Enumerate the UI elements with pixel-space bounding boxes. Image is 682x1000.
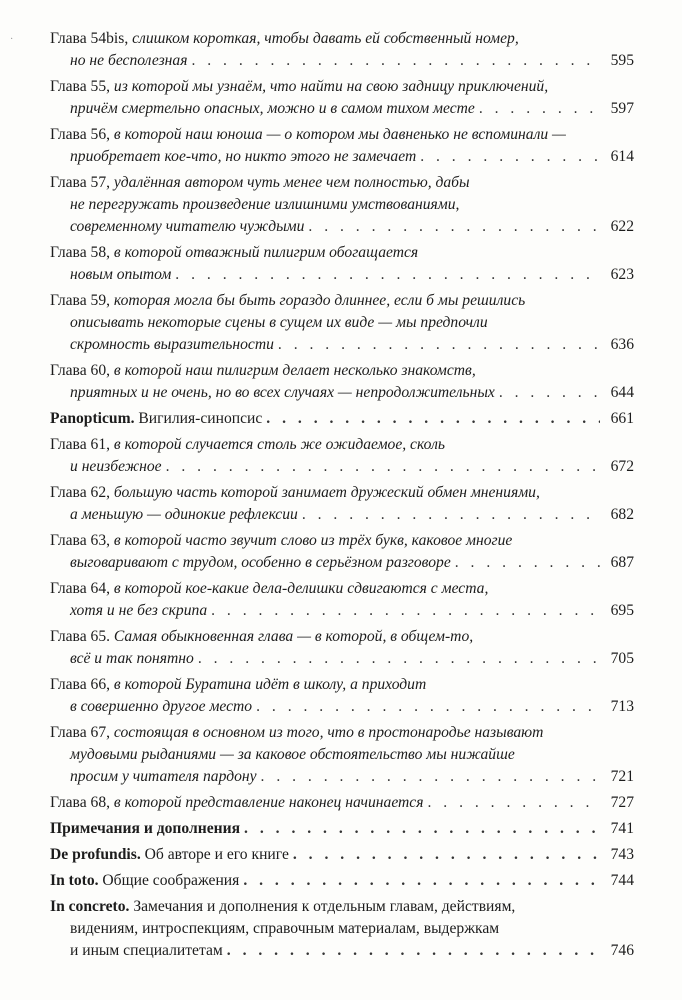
toc-line-text: [70, 920, 499, 937]
toc-entry-label: Глава 60: [50, 362, 107, 379]
toc-entry: [50, 896, 634, 962]
toc-entry-label: Глава 58: [50, 244, 107, 261]
toc-entry: [50, 290, 634, 356]
dot-leader: [427, 792, 600, 814]
page-number: 743: [610, 846, 634, 863]
toc-entry-subtitle: но не бесполезная: [70, 52, 188, 69]
toc-entry-separator: .: [130, 410, 139, 427]
toc-line: [50, 504, 634, 526]
toc-line: [50, 896, 634, 918]
toc-entry-subtitle: в которой часто звучит слово из трёх букв, каковое многие: [113, 532, 513, 549]
toc-entry-separator: .: [136, 846, 145, 863]
toc-line-text: [50, 292, 525, 309]
dot-leader: [499, 382, 600, 404]
toc-entry-separator: .: [106, 628, 114, 645]
toc-line-text: [70, 50, 187, 72]
page-number: 623: [610, 266, 634, 283]
toc-entry: [50, 360, 634, 404]
toc-entry-subtitle: выговаривают с трудом, особенно в серьёзном разговоре: [70, 554, 451, 571]
toc-entry-label: Примечания и дополнения: [50, 820, 241, 837]
toc-entry-label: Panopticum: [50, 410, 131, 427]
toc-line-text: [70, 552, 451, 574]
toc-line: [50, 382, 634, 404]
toc-entry-label: Глава 65: [50, 628, 107, 645]
page-number: 744: [610, 872, 634, 889]
toc-line-text: [70, 504, 298, 526]
toc-line: [50, 360, 634, 382]
toc-entry-subtitle: приятных и не очень, но во всех случаях — непродолжительных: [70, 384, 495, 401]
toc-entry-label: Глава 68: [50, 794, 107, 811]
toc-entry-separator: ,: [124, 30, 133, 47]
dot-leader: [166, 456, 600, 478]
toc-line: [50, 674, 634, 696]
toc-entry-subtitle: новым опытом: [70, 266, 172, 283]
toc-line: [50, 744, 634, 766]
toc-entry: [50, 578, 634, 622]
toc-line: [50, 844, 634, 866]
toc-line-text: [70, 648, 194, 670]
toc-line: [50, 722, 634, 744]
dot-leader: [243, 870, 600, 892]
toc-entry-subtitle: в которой отважный пилигрим обогащается: [113, 244, 419, 261]
toc-line: [50, 50, 634, 72]
toc-entry-subtitle: в которой наш пилигрим делает несколько знакомств,: [113, 362, 476, 379]
toc-entry-separator: ,: [106, 244, 114, 261]
page-number: 672: [610, 458, 634, 475]
toc-line-text: [70, 264, 171, 286]
toc-entry: [50, 530, 634, 574]
toc-entry-separator: ,: [106, 724, 114, 741]
toc-line-text: [50, 174, 470, 191]
toc-line-text: [70, 382, 495, 404]
toc-line: [50, 290, 634, 312]
toc-line-text: [70, 216, 304, 238]
toc-entry-label: Глава 62: [50, 484, 107, 501]
dot-leader: [266, 408, 600, 430]
toc-entry-label: Глава 66: [50, 676, 107, 693]
toc-line-text: [50, 30, 519, 47]
toc-line-text: [50, 126, 566, 143]
page-number: 705: [610, 650, 634, 667]
toc-entry: [50, 28, 634, 72]
page-number: 741: [610, 820, 634, 837]
toc-line: [50, 482, 634, 504]
dot-leader: [198, 648, 600, 670]
toc-line: [50, 408, 634, 430]
toc-entry-subtitle: современному читателю чуждыми: [70, 218, 305, 235]
toc-entry-subtitle: а меньшую — одинокие рефлексии: [70, 506, 298, 523]
toc-entry-subtitle: в которой кое-какие дела-делишки сдвигаются с места,: [113, 580, 489, 597]
dot-leader: [256, 696, 600, 718]
toc-entry-subtitle: удалённая автором чуть менее чем полностью, дабы: [113, 174, 470, 191]
toc-entry-subtitle: Об авторе и его книге: [144, 846, 289, 863]
toc-entry: [50, 626, 634, 670]
toc-line-text: [50, 436, 445, 453]
toc-line: [50, 124, 634, 146]
dot-leader: [278, 334, 600, 356]
toc-line-text: [50, 628, 473, 645]
dot-leader: [420, 146, 600, 168]
toc-entry-subtitle: в которой случается столь же ожидаемое, сколь: [113, 436, 445, 453]
toc-line: [50, 766, 634, 788]
toc-line-text: [50, 78, 548, 95]
toc-entry-subtitle: описывать некоторые сцены в сущем их виде — мы предпочли: [70, 314, 488, 331]
toc-entry: [50, 844, 634, 866]
toc-entry: [50, 870, 634, 892]
toc-entry-subtitle: приобретает кое-что, но никто этого не замечает: [70, 148, 417, 165]
toc-entry-label: In toto: [50, 872, 95, 889]
toc-entry-subtitle: состоящая в основном из того, что в простонародье называют: [113, 724, 544, 741]
dot-leader: [191, 50, 600, 72]
page-number: 595: [610, 52, 634, 69]
toc-entry-subtitle: всё и так понятно: [70, 650, 194, 667]
dot-leader: [175, 264, 600, 286]
toc-entry-separator: ,: [106, 676, 114, 693]
dot-leader: [244, 818, 600, 840]
toc-entry-subtitle: хотя и не без скрипа: [70, 602, 208, 619]
toc-line-text: [70, 600, 207, 622]
toc-entry-subtitle: мудовыми рыданиями — за каковое обстоятельство мы нижайше: [70, 746, 515, 763]
toc-entry-label: In concreto: [50, 898, 126, 915]
toc-entry-separator: .: [125, 898, 134, 915]
toc-entry-subtitle: просим у читателя пардону: [70, 768, 257, 785]
page-number: 597: [610, 100, 634, 117]
toc-line: [50, 870, 634, 892]
page-number: 721: [610, 768, 634, 785]
toc-entry-label: Глава 61: [50, 436, 107, 453]
toc-line: [50, 242, 634, 264]
toc-line: [50, 626, 634, 648]
dot-leader: [308, 216, 600, 238]
toc-line-text: [70, 746, 515, 763]
toc-line: [50, 434, 634, 456]
toc-line-text: [50, 724, 543, 741]
page-number: 614: [610, 148, 634, 165]
toc-line: [50, 530, 634, 552]
table-of-contents: [50, 28, 634, 966]
toc-line: [50, 146, 634, 168]
toc-line: [50, 792, 634, 814]
toc-line-text: [50, 844, 289, 866]
page-speck: ·: [10, 34, 14, 45]
toc-entry: [50, 722, 634, 788]
toc-entry: [50, 434, 634, 478]
toc-entry-subtitle: Общие соображения: [102, 872, 240, 889]
toc-entry-subtitle: не перегружать произведение излишними умствованиями,: [70, 196, 460, 213]
toc-entry-subtitle: слишком короткая, чтобы давать ей собственный номер,: [132, 30, 519, 47]
toc-entry: [50, 792, 634, 814]
toc-line-text: [50, 870, 239, 892]
toc-entry-subtitle: Вигилия-синопсис: [138, 410, 263, 427]
page-number: 644: [610, 384, 634, 401]
toc-entry-subtitle: скромность выразительности: [70, 336, 274, 353]
toc-line: [50, 600, 634, 622]
toc-line: [50, 940, 634, 962]
toc-entry-subtitle: из которой мы узнаём, что найти на свою задницу приключений,: [113, 78, 549, 95]
toc-line-text: [70, 696, 252, 718]
dot-leader: [293, 844, 600, 866]
toc-entry-subtitle: видениям, интроспекциям, справочным материалам, выдержкам: [70, 920, 500, 937]
toc-entry-separator: ,: [106, 126, 114, 143]
toc-line: [50, 312, 634, 334]
toc-line-text: [70, 456, 162, 478]
page-number: 661: [610, 410, 634, 427]
toc-line: [50, 818, 634, 840]
toc-entry: [50, 818, 634, 840]
toc-entry-label: Глава 56: [50, 126, 107, 143]
page-number: 636: [610, 336, 634, 353]
toc-entry-separator: ,: [106, 532, 114, 549]
toc-line: [50, 456, 634, 478]
toc-line-text: [50, 532, 512, 549]
dot-leader: [261, 766, 600, 788]
toc-line-text: [70, 940, 223, 962]
toc-entry-separator: ,: [106, 78, 114, 95]
toc-entry-subtitle: Самая обыкновенная глава — в которой, в общем-то,: [113, 628, 474, 645]
toc-line-text: [50, 898, 515, 915]
dot-leader: [227, 940, 600, 962]
page-number: 687: [610, 554, 634, 571]
toc-line: [50, 552, 634, 574]
toc-entry: [50, 242, 634, 286]
toc-line-text: [70, 196, 459, 213]
toc-line: [50, 194, 634, 216]
dot-leader: [302, 504, 600, 526]
page-number: 682: [610, 506, 634, 523]
toc-entry-label: Глава 54bis: [50, 30, 125, 47]
toc-entry-label: Глава 63: [50, 532, 107, 549]
toc-entry: [50, 124, 634, 168]
toc-line-text: [50, 362, 476, 379]
dot-leader: [479, 98, 600, 120]
toc-entry-label: Глава 64: [50, 580, 107, 597]
toc-line-text: [70, 146, 416, 168]
toc-entry-label: Глава 67: [50, 724, 107, 741]
toc-entry-subtitle: Замечания и дополнения к отдельным главам, действиям,: [133, 898, 516, 915]
toc-entry-separator: ,: [106, 484, 114, 501]
toc-entry-subtitle: большую часть которой занимает дружеский обмен мнениями,: [113, 484, 540, 501]
toc-line-text: [50, 408, 262, 430]
toc-entry-subtitle: в которой представление наконец начинается: [113, 794, 424, 811]
page-number: 746: [610, 942, 634, 959]
toc-line-text: [70, 334, 274, 356]
toc-line: [50, 172, 634, 194]
toc-entry-separator: ,: [106, 436, 114, 453]
page-number: 713: [610, 698, 634, 715]
toc-entry-separator: ,: [106, 292, 114, 309]
toc-line: [50, 696, 634, 718]
toc-line-text: [70, 314, 488, 331]
toc-entry: [50, 76, 634, 120]
dot-leader: [211, 600, 600, 622]
toc-entry: [50, 172, 634, 238]
toc-line-text: [50, 244, 418, 261]
toc-entry-subtitle: в которой наш юноша — о котором мы давненько не вспоминали —: [113, 126, 566, 143]
page-number: 622: [610, 218, 634, 235]
toc-entry: [50, 674, 634, 718]
toc-line-text: [70, 766, 257, 788]
toc-line: [50, 216, 634, 238]
toc-entry-separator: ,: [106, 580, 114, 597]
toc-entry-label: De profundis: [50, 846, 137, 863]
toc-line-text: [50, 818, 240, 840]
toc-line: [50, 578, 634, 600]
toc-entry-label: Глава 57: [50, 174, 107, 191]
dot-leader: [455, 552, 600, 574]
page-number: 727: [610, 794, 634, 811]
toc-entry: [50, 408, 634, 430]
toc-entry-label: Глава 59: [50, 292, 107, 309]
toc-line-text: [50, 484, 540, 501]
page-number: 695: [610, 602, 634, 619]
toc-line-text: [50, 580, 488, 597]
toc-entry-subtitle: и иным специалитетам: [70, 942, 223, 959]
toc-entry-separator: .: [94, 872, 103, 889]
toc-line: [50, 918, 634, 940]
toc-entry-separator: ,: [106, 362, 114, 379]
toc-line-text: [70, 98, 475, 120]
toc-entry-subtitle: причём смертельно опасных, можно и в самом тихом месте: [70, 100, 475, 117]
toc-line: [50, 28, 634, 50]
toc-line: [50, 98, 634, 120]
toc-entry: [50, 482, 634, 526]
toc-entry-subtitle: которая могла бы быть гораздо длиннее, если б мы решились: [113, 292, 526, 309]
toc-entry-label: Глава 55: [50, 78, 107, 95]
toc-entry-subtitle: в совершенно другое место: [70, 698, 253, 715]
toc-line: [50, 76, 634, 98]
toc-line: [50, 648, 634, 670]
toc-line-text: [50, 792, 423, 814]
toc-entry-subtitle: и неизбежное: [70, 458, 162, 475]
toc-entry-separator: ,: [106, 794, 114, 811]
toc-entry-separator: ,: [106, 174, 114, 191]
toc-line-text: [50, 676, 426, 693]
toc-line: [50, 264, 634, 286]
toc-line: [50, 334, 634, 356]
toc-entry-subtitle: в которой Буратина идёт в школу, а приходит: [113, 676, 427, 693]
